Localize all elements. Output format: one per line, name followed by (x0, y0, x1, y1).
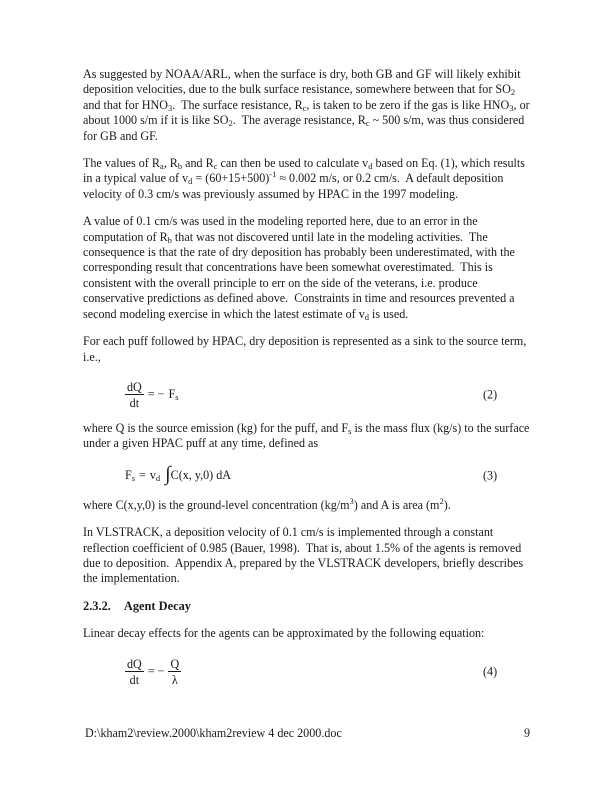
subscript-s: s (175, 392, 179, 403)
fraction-q-lambda (168, 657, 181, 687)
equation-4 (83, 654, 532, 690)
mass-flux-term (125, 468, 135, 483)
fraction-denominator-lambda: λ (171, 672, 178, 687)
paragraph-deposition-velocities: As suggested by NOAA/ARL, when the surface is dry, both GB and GF will likely exhibit deposition velocities, due to the bulk surface resistance, somewhere between that for $SO_2$ and that for $HNO_3$. The surface resistance, $R_c$, is taken to be zero if the gas is like $HNO_3$, or about 1000 s/m if it is like $SO_2$. The average resistance, $R_c$ ~ 500 s/m, was thus considered for GB and GF. (83, 67, 530, 143)
equals-minus-sign: = − (147, 663, 165, 678)
variable-F: F (168, 387, 176, 402)
variable-F: F (125, 468, 132, 483)
paragraph-resistance-values: The values of $R_a$, $R_b$ and $R_c$ can then be used to calculate $v_d$ based on Eq. (1), which results in a typical value of $v_d = (60+15+500)^{-1} \approx 0.002$ m/s, or 0.2 cm/s. A default deposition velocity of 0.3 cm/s was previously assumed by HPAC in the 1997 modeling. (83, 156, 525, 201)
deposition-velocity-term (150, 468, 160, 483)
fraction-dq-dt (125, 657, 144, 687)
integrand: C(x, y,0) dA (170, 468, 232, 483)
fraction-denominator: dt (129, 395, 140, 410)
paragraph-vlstrack-implementation: In VLSTRACK, a deposition velocity of 0.1 cm/s is implemented through a constant reflection coefficient of 0.985 (Bauer, 1998). That is, about 1.5% of the agents is removed due to deposition. Appendix A, prepared by the VLSTRACK developers, briefly describes the implementation. (83, 525, 524, 586)
section-number: 2.3.2. (83, 598, 111, 613)
equation-4-number: (4) (483, 663, 498, 678)
equation-3-number: (3) (483, 468, 498, 483)
page-body-text (83, 67, 532, 698)
variable-v: v (149, 468, 156, 483)
equation-3-expression (125, 463, 232, 486)
equation-4-expression (125, 657, 181, 687)
equation-2 (83, 377, 532, 413)
equation-2-expression (125, 380, 179, 410)
equals-minus-sign: = − (147, 387, 165, 402)
subscript-d: d (155, 473, 161, 484)
fraction-denominator: dt (129, 672, 140, 687)
paragraph-concentration-definition: where C(x,y,0) is the ground-level concentration $(kg/m^3)$ and A is area $(m^2)$. (83, 495, 451, 512)
section-title: Agent Decay (123, 598, 191, 613)
footer-file-path: D:\kham2\review.2000\kham2review 4 dec 2000.doc (85, 726, 342, 740)
integral-sign: ∫ (165, 463, 171, 486)
section-heading-agent-decay (83, 599, 532, 614)
mass-flux-term (168, 387, 178, 402)
paragraph-mass-flux-definition: where Q is the source emission (kg) for the puff, and $F_s$ is the mass flux (kg/s) to the surface under a given HPAC puff at any time, defined as (83, 420, 530, 451)
fraction-dq-dt (125, 380, 144, 410)
equation-3 (83, 464, 532, 488)
footer-page-number: 9 (523, 726, 530, 740)
paragraph-modeling-error: A value of 0.1 cm/s was used in the modeling reported here, due to an error in the computation of $R_b$ that was not discovered until late in the modeling activities. The consequence is that the rate of dry deposition has probably been underestimated, with the corresponding result that concentrations have been somewhat overestimated. This is consistent with the overall principle to err on the side of the veterans, i.e. produce conservative predictions as defined above. Constraints in time and resources prevented a second modeling exercise in which the latest estimate of $v_d$ is used. (83, 214, 515, 322)
fraction-numerator: dQ (127, 379, 142, 394)
page-footer (85, 726, 530, 741)
paragraph-puff-sink-intro: For each puff followed by HPAC, dry deposition is represented as a sink to the source term, i.e., (83, 334, 527, 364)
equation-2-number: (2) (483, 387, 498, 402)
integral-term (164, 463, 232, 486)
fraction-numerator: dQ (127, 656, 142, 671)
fraction-numerator: Q (170, 656, 180, 671)
subscript-s: s (131, 473, 136, 484)
equals-sign: = (139, 468, 146, 483)
paragraph-linear-decay-intro: Linear decay effects for the agents can be approximated by the following equation: (83, 626, 485, 641)
